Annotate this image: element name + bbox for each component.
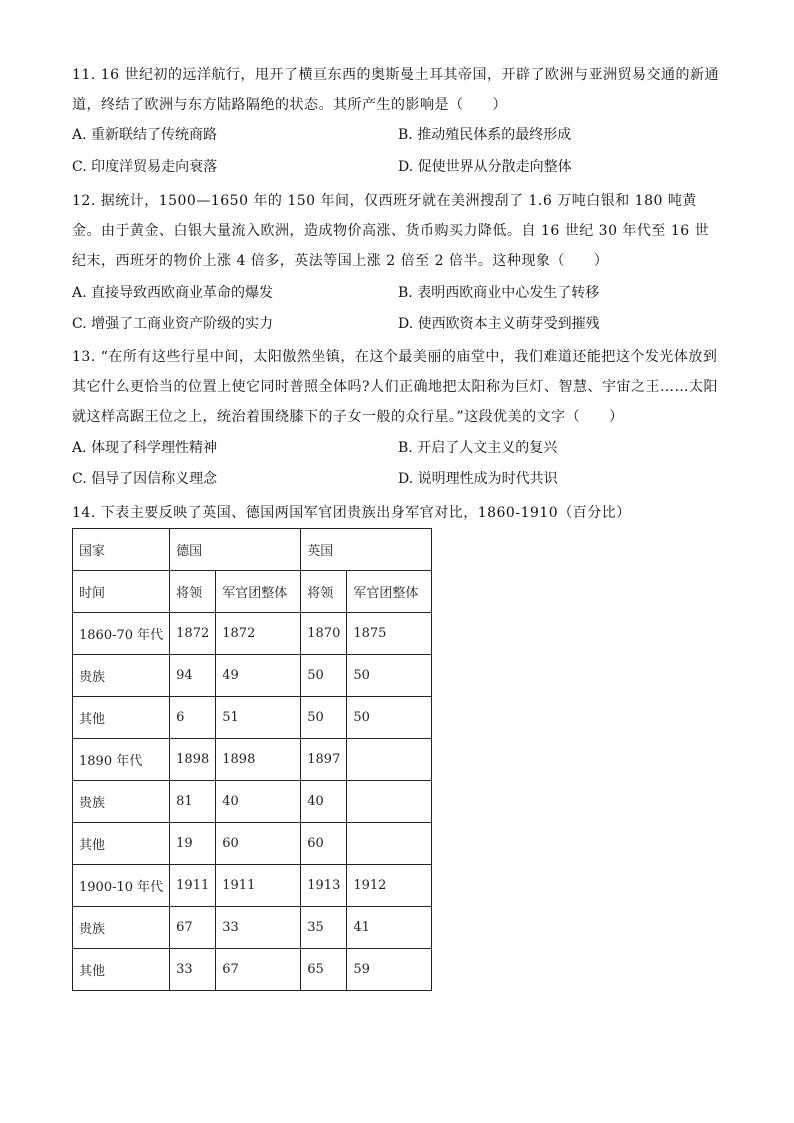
- table-cell: 1870: [301, 613, 347, 655]
- table-row: [73, 655, 432, 697]
- question-11-stem: [72, 60, 722, 120]
- option-b[interactable]: B. 表明西欧商业中心发生了转移: [398, 285, 600, 301]
- option-a[interactable]: A. 直接导致西欧商业革命的爆发: [72, 285, 274, 301]
- table-cell: 1898: [170, 739, 216, 781]
- table-subheader-cell: 军官团整体: [216, 571, 301, 613]
- table-cell: 51: [216, 697, 301, 739]
- table-subheader-row: [73, 571, 432, 613]
- question-11-text: 11. 16 世纪初的远洋航行，甩开了横亘东西的奥斯曼土耳其帝国，开辟了欧洲与亚洲贸易交通的新通道，终结了欧洲与东方陆路隔绝的状态。其所产生的影响是（ ）: [72, 67, 719, 113]
- question-14-text: 14. 下表主要反映了英国、德国两国军官团贵族出身军官对比，1860-1910（百分比）: [72, 505, 631, 521]
- table-cell: 其他: [73, 949, 170, 991]
- table-subheader-cell: 时间: [73, 571, 170, 613]
- table-cell: 6: [170, 697, 216, 739]
- table-header-cell: 德国: [170, 529, 301, 571]
- question-13-stem: [72, 342, 722, 432]
- table-cell: 1872: [170, 613, 216, 655]
- table-cell: 1875: [347, 613, 432, 655]
- question-13-text: 13. “在所有这些行星中间，太阳傲然坐镇，在这个最美丽的庙堂中，我们难道还能把这个发光体放到其它什么更恰当的位置上使它同时普照全体吗?人们正确地把太阳称为巨灯、智慧、宇宙之王……太阳就这样高踞王位之上，统治着围绕膝下的子女一般的众行星。”这段优美的文字（ ）: [72, 349, 719, 425]
- table-cell: 1911: [170, 865, 216, 907]
- option-d[interactable]: D. 说明理性成为时代共识: [398, 471, 558, 487]
- table-body: [73, 613, 432, 991]
- table-row: [73, 697, 432, 739]
- table-cell: 1890 年代: [73, 739, 170, 781]
- table-cell: 35: [301, 907, 347, 949]
- option-c[interactable]: C. 倡导了因信称义理念: [72, 471, 218, 487]
- table-cell: 41: [347, 907, 432, 949]
- table-cell: 1912: [347, 865, 432, 907]
- question-12-text: 12. 据统计，1500—1650 年的 150 年间，仅西班牙就在美洲搜刮了 1.6 万吨白银和 180 吨黄金。由于黄金、白银大量流入欧洲，造成物价高涨、货币购买力降低。自 16 世纪 30 年代至 16 世纪末，西班牙的物价上涨 4 倍多，英法等国上涨 2 倍至 2 倍半。这种现象（ ）: [72, 193, 710, 269]
- table-cell: 50: [347, 655, 432, 697]
- table-header-cell: 国家: [73, 529, 170, 571]
- table-cell: [347, 781, 432, 823]
- table-cell: 1900-10 年代: [73, 865, 170, 907]
- table-header-cell: 英国: [301, 529, 432, 571]
- table-cell: 65: [301, 949, 347, 991]
- option-b[interactable]: B. 开启了人文主义的复兴: [398, 440, 558, 456]
- table-cell: 贵族: [73, 781, 170, 823]
- table-cell: 1860-70 年代: [73, 613, 170, 655]
- option-c[interactable]: C. 印度洋贸易走向衰落: [72, 159, 218, 175]
- table-cell: 50: [347, 697, 432, 739]
- table-cell: 40: [216, 781, 301, 823]
- option-b[interactable]: B. 推动殖民体系的最终形成: [398, 127, 572, 143]
- option-a[interactable]: A. 重新联结了传统商路: [72, 127, 218, 143]
- table-cell: [347, 739, 432, 781]
- table-row: [73, 781, 432, 823]
- table-cell: 49: [216, 655, 301, 697]
- table-cell: 94: [170, 655, 216, 697]
- table-header-row: [73, 529, 432, 571]
- table-cell: [347, 823, 432, 865]
- table-row: [73, 823, 432, 865]
- table-cell: 1897: [301, 739, 347, 781]
- table-cell: 贵族: [73, 655, 170, 697]
- table-cell: 1913: [301, 865, 347, 907]
- option-d[interactable]: D. 促使世界从分散走向整体: [398, 159, 572, 175]
- table-cell: 1872: [216, 613, 301, 655]
- table-cell: 81: [170, 781, 216, 823]
- table-cell: 67: [216, 949, 301, 991]
- table-subheader-cell: 将领: [170, 571, 216, 613]
- table-row: [73, 739, 432, 781]
- table-cell: 其他: [73, 823, 170, 865]
- table-cell: 40: [301, 781, 347, 823]
- table-cell: 贵族: [73, 907, 170, 949]
- table-cell: 1911: [216, 865, 301, 907]
- table-row: [73, 613, 432, 655]
- table-cell: 50: [301, 697, 347, 739]
- table-cell: 33: [216, 907, 301, 949]
- table-cell: 59: [347, 949, 432, 991]
- table-cell: 60: [301, 823, 347, 865]
- table-cell: 19: [170, 823, 216, 865]
- table-cell: 1898: [216, 739, 301, 781]
- table-cell: 67: [170, 907, 216, 949]
- table-subheader-cell: 将领: [301, 571, 347, 613]
- table-row: [73, 907, 432, 949]
- table-cell: 50: [301, 655, 347, 697]
- option-d[interactable]: D. 使西欧资本主义萌芽受到摧残: [398, 316, 600, 332]
- officer-origin-table: [72, 528, 432, 991]
- option-c[interactable]: C. 增强了工商业资产阶级的实力: [72, 316, 274, 332]
- table-cell: 33: [170, 949, 216, 991]
- question-14-stem: [72, 498, 722, 528]
- table-row: [73, 865, 432, 907]
- table-subheader-cell: 军官团整体: [347, 571, 432, 613]
- option-a[interactable]: A. 体现了科学理性精神: [72, 440, 218, 456]
- table-cell: 60: [216, 823, 301, 865]
- table-row: [73, 949, 432, 991]
- table-cell: 其他: [73, 697, 170, 739]
- question-12-stem: [72, 186, 722, 276]
